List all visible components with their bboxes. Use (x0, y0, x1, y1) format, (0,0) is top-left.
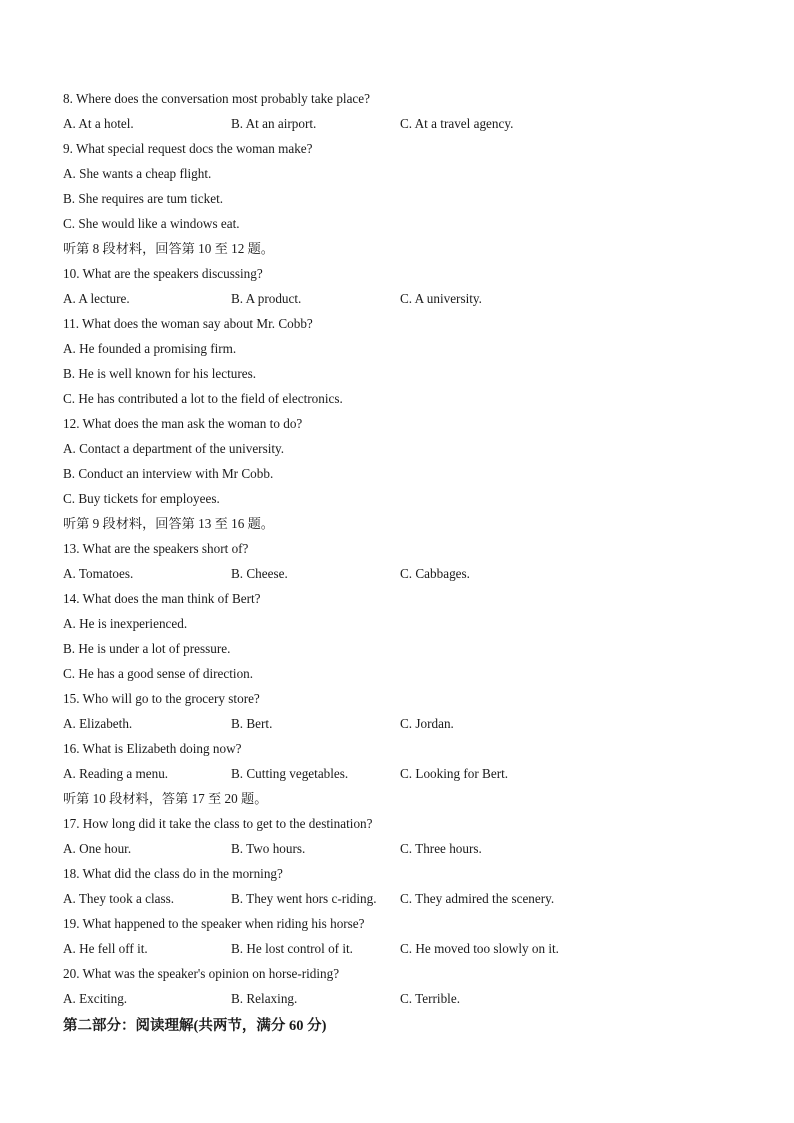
listening-instruction (63, 239, 743, 264)
question-text: 13. What are the speakers short of? (63, 541, 249, 556)
option-c: C. A university. (400, 291, 482, 306)
option-text: A. She wants a cheap flight. (63, 166, 212, 181)
options-row (63, 289, 743, 314)
option-c: C. Three hours. (400, 841, 482, 856)
question-text: 15. Who will go to the grocery store? (63, 691, 260, 706)
options-row (63, 939, 743, 964)
option-b: B. A product. (231, 291, 302, 306)
option-b (63, 464, 743, 489)
section-heading: 第二部分：阅读理解(共两节，满分 60 分) (63, 1018, 327, 1034)
option-a (63, 339, 743, 364)
option-a: A. One hour. (63, 841, 132, 856)
option-c: C. Jordan. (400, 716, 454, 731)
option-b (63, 639, 743, 664)
option-a: A. He fell off it. (63, 941, 148, 956)
option-c: C. At a travel agency. (400, 116, 514, 131)
instruction-text: 听第 8 段材料，回答第 10 至 12 题。 (63, 241, 274, 256)
option-c (63, 214, 743, 239)
option-a: A. Reading a menu. (63, 766, 169, 781)
options-row (63, 564, 743, 589)
options-row (63, 114, 743, 139)
question-10 (63, 264, 743, 289)
question-14 (63, 589, 743, 614)
question-text: 8. Where does the conversation most probably take place? (63, 91, 370, 106)
option-b (63, 364, 743, 389)
option-text: B. Conduct an interview with Mr Cobb. (63, 466, 274, 481)
option-a (63, 164, 743, 189)
options-row (63, 714, 743, 739)
option-text: C. He has a good sense of direction. (63, 666, 254, 681)
question-text: 14. What does the man think of Bert? (63, 591, 261, 606)
option-b: B. Two hours. (231, 841, 306, 856)
question-text: 18. What did the class do in the morning? (63, 866, 283, 881)
option-c: C. They admired the scenery. (400, 891, 555, 906)
option-b: B. Relaxing. (231, 991, 298, 1006)
option-b: B. At an airport. (231, 116, 317, 131)
listening-instruction (63, 789, 743, 814)
option-a: A. Elizabeth. (63, 716, 133, 731)
question-9 (63, 139, 743, 164)
option-c: C. He moved too slowly on it. (400, 941, 559, 956)
option-a: A. Exciting. (63, 991, 128, 1006)
option-c: C. Cabbages. (400, 566, 470, 581)
question-text: 17. How long did it take the class to get to the destination? (63, 816, 373, 831)
question-text: 12. What does the man ask the woman to do? (63, 416, 303, 431)
option-text: C. Buy tickets for employees. (63, 491, 220, 506)
options-row (63, 764, 743, 789)
option-text: A. He founded a promising firm. (63, 341, 237, 356)
option-a: A. They took a class. (63, 891, 175, 906)
option-a: A. At a hotel. (63, 116, 134, 131)
question-15 (63, 689, 743, 714)
option-text: A. He is inexperienced. (63, 616, 188, 631)
question-16 (63, 739, 743, 764)
option-c (63, 664, 743, 689)
question-11 (63, 314, 743, 339)
instruction-text: 听第 10 段材料，答第 17 至 20 题。 (63, 791, 268, 806)
option-text: B. She requires are tum ticket. (63, 191, 224, 206)
option-a: A. Tomatoes. (63, 566, 134, 581)
option-b (63, 189, 743, 214)
option-text: C. She would like a windows eat. (63, 216, 240, 231)
option-a (63, 614, 743, 639)
option-c (63, 389, 743, 414)
question-8 (63, 89, 743, 114)
question-text: 19. What happened to the speaker when riding his horse? (63, 916, 365, 931)
option-text: C. He has contributed a lot to the field of electronics. (63, 391, 343, 406)
question-12 (63, 414, 743, 439)
options-row (63, 839, 743, 864)
question-text: 16. What is Elizabeth doing now? (63, 741, 242, 756)
option-a (63, 439, 743, 464)
option-b: B. They went hors c-riding. (231, 891, 377, 906)
listening-instruction (63, 514, 743, 539)
exam-page (63, 89, 743, 1041)
question-text: 20. What was the speaker's opinion on horse-riding? (63, 966, 340, 981)
option-c: C. Looking for Bert. (400, 766, 509, 781)
question-20 (63, 964, 743, 989)
question-text: 10. What are the speakers discussing? (63, 266, 263, 281)
option-text: A. Contact a department of the university. (63, 441, 285, 456)
question-13 (63, 539, 743, 564)
option-b: B. He lost control of it. (231, 941, 353, 956)
option-a: A. A lecture. (63, 291, 130, 306)
options-row (63, 989, 743, 1014)
instruction-text: 听第 9 段材料，回答第 13 至 16 题。 (63, 516, 274, 531)
option-c (63, 489, 743, 514)
option-b: B. Bert. (231, 716, 273, 731)
question-19 (63, 914, 743, 939)
question-text: 11. What does the woman say about Mr. Cobb? (63, 316, 313, 331)
option-b: B. Cutting vegetables. (231, 766, 349, 781)
options-row (63, 889, 743, 914)
option-text: B. He is well known for his lectures. (63, 366, 257, 381)
question-17 (63, 814, 743, 839)
option-c: C. Terrible. (400, 991, 460, 1006)
option-text: B. He is under a lot of pressure. (63, 641, 231, 656)
question-text: 9. What special request docs the woman make? (63, 141, 313, 156)
option-b: B. Cheese. (231, 566, 288, 581)
question-18 (63, 864, 743, 889)
